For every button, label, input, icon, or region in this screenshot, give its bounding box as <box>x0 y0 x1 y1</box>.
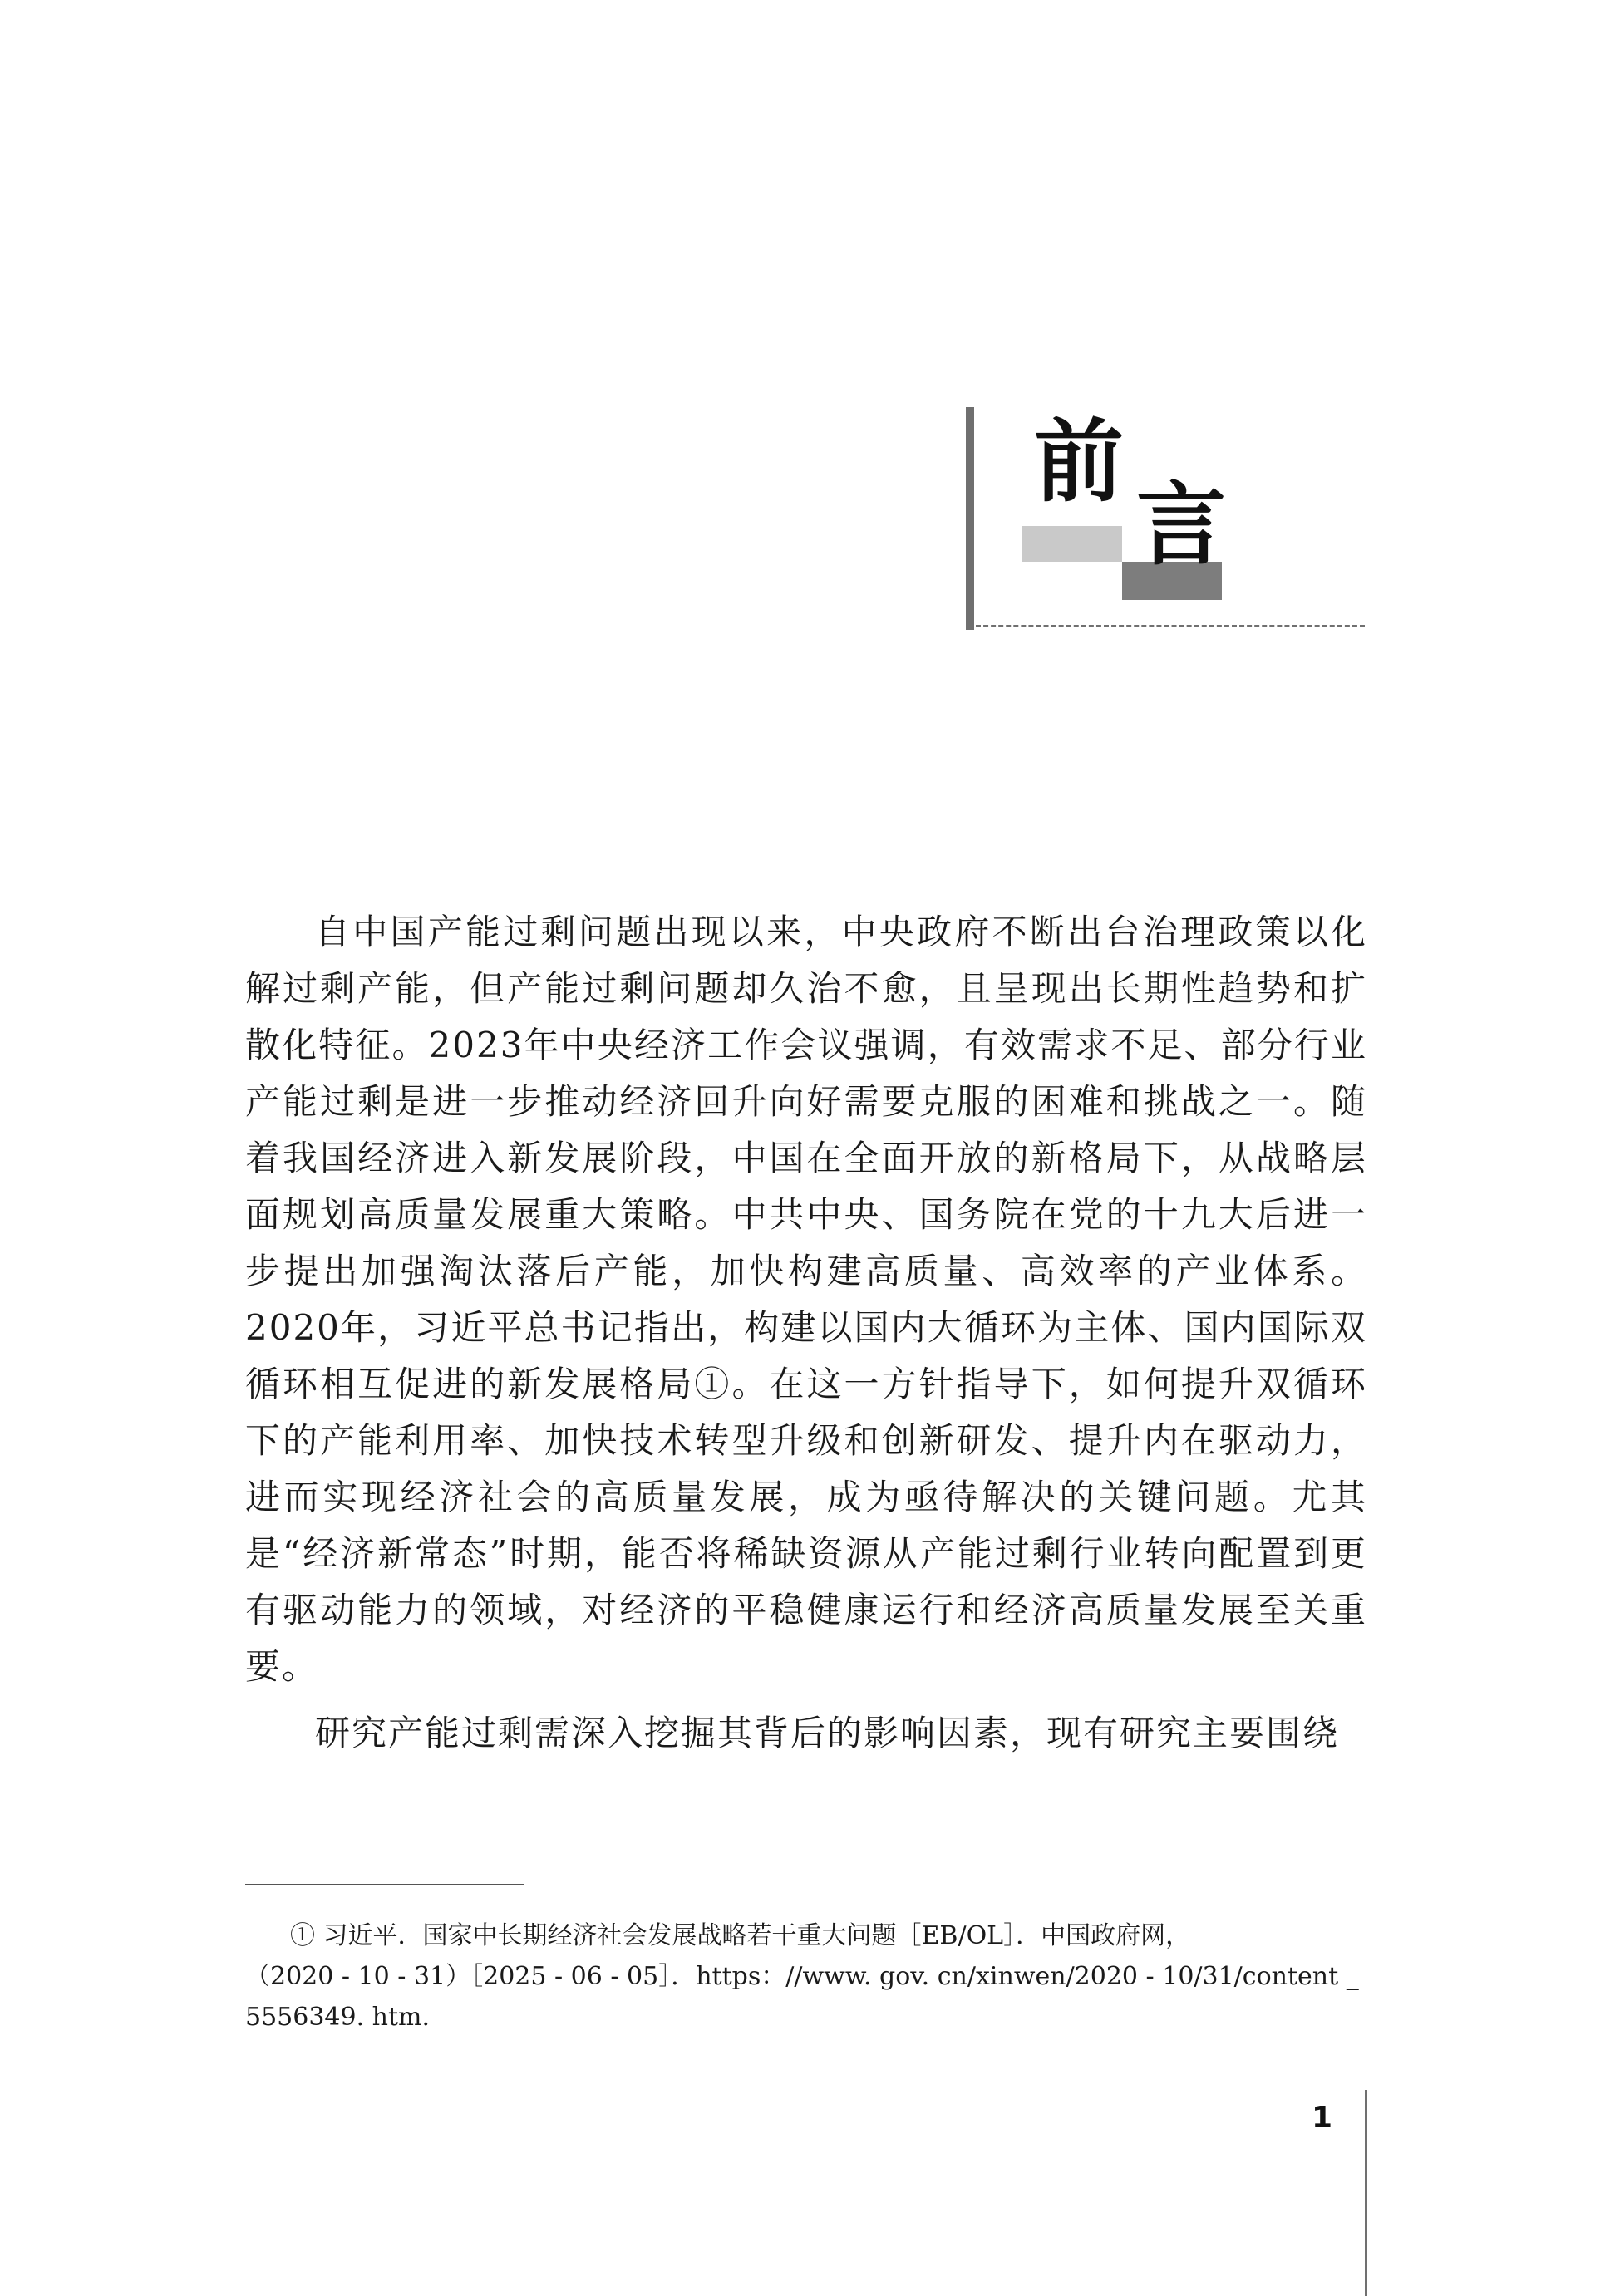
heading-light-block <box>1022 526 1122 562</box>
footnote-line-3: 5556349. htm. <box>245 2003 431 2032</box>
body-text <box>245 904 1367 1762</box>
heading-char-2: 言 <box>1136 473 1227 578</box>
margin-rule <box>1365 2090 1367 2296</box>
heading-char-1: 前 <box>1034 410 1125 514</box>
paragraph-1: 自中国产能过剩问题出现以来，中央政府不断出台治理政策以化解过剩产能，但产能过剩问题却久治不愈，且呈现出长期性趋势和扩散化特征。2023年中央经济工作会议强调，有效需求不足、部分行业产能过剩是进一步推动经济回升向好需要克服的困难和挑战之一。随着我国经济进入新发展阶段，中国在全面开放的新格局下，从战略层面规划高质量发展重大策略。中共中央、国务院在党的十九大后进一步提出加强淘汰落后产能，加快构建高质量、高效率的产业体系。2020年，习近平总书记指出，构建以国内大循环为主体、国内国际双循环相互促进的新发展格局①。在这一方针指导下，如何提升双循环下的产能利用率、加快技术转型升级和创新研发、提升内在驱动力，进而实现经济社会的高质量发展，成为亟待解决的关键问题。尤其是“经济新常态”时期，能否将稀缺资源从产能过剩行业转向配置到更有驱动能力的领域，对经济的平稳健康运行和经济高质量发展至关重要。 <box>245 912 1367 1687</box>
chapter-heading <box>966 407 1365 632</box>
footnote-separator <box>245 1884 524 1885</box>
heading-dashed-rule <box>976 625 1365 627</box>
footnote-line-1: ① 习近平．国家中长期经济社会发展战略若干重大问题［EB/OL］．中国政府网， <box>290 1921 1191 1950</box>
paragraph-2: 研究产能过剩需深入挖掘其背后的影响因素，现有研究主要围绕 <box>315 1713 1340 1753</box>
footnote <box>245 1915 1367 2038</box>
page-number: 1 <box>1312 2101 1333 2135</box>
heading-vertical-bar <box>966 407 974 630</box>
footnote-line-2: （2020 - 10 - 31）［2025 - 06 - 05］．https：//www. gov. cn/xinwen/2020 - 10/31/content _ <box>245 1962 1359 1991</box>
